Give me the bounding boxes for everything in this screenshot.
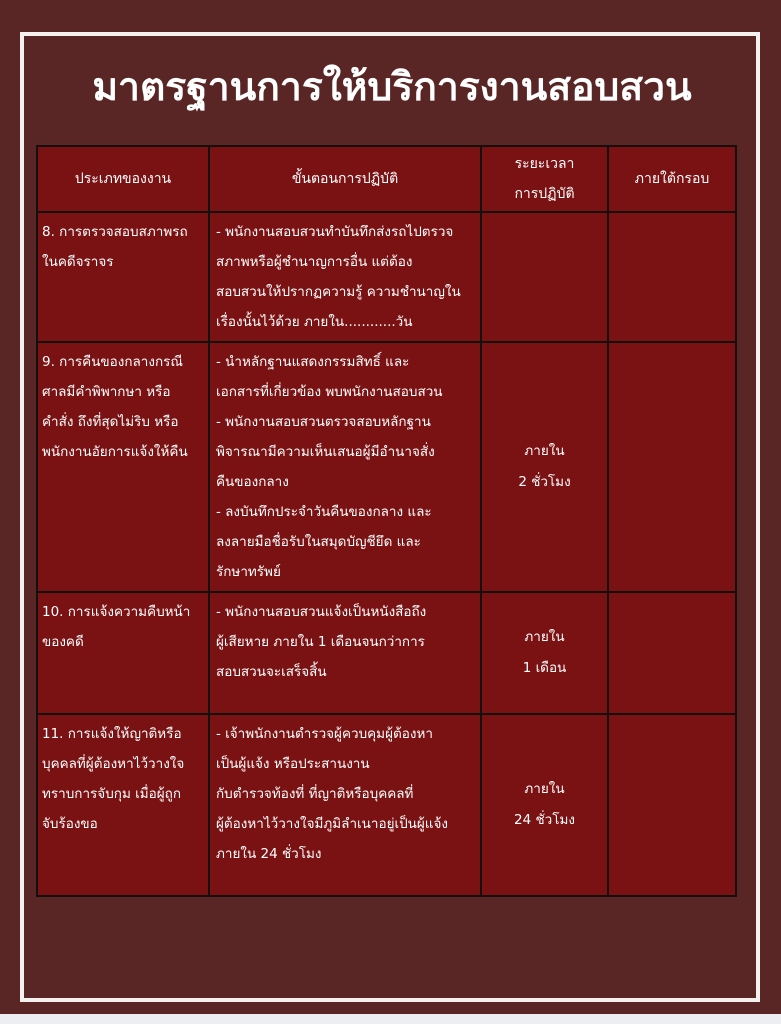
procedure-line: พิจารณามีความเห็นเสนอผู้มีอำนาจสั่ง: [216, 444, 435, 460]
work-type-line: 10. การแจ้งความคืบหน้า: [42, 604, 191, 620]
procedure-line: รักษาทรัพย์: [216, 564, 281, 580]
procedure-line: ผู้เสียหาย ภายใน 1 เดือนจนกว่าการ: [216, 634, 425, 650]
work-type-line: ศาลมีคำพิพากษา หรือ: [42, 384, 171, 400]
duration-line: ภายใน: [524, 629, 565, 645]
work-type-cell: [37, 212, 209, 342]
header-duration-line1: ระยะเวลา: [514, 156, 575, 172]
duration-line: 1 เดือน: [522, 660, 567, 676]
work-type-line: ทราบการจับกุม เมื่อผู้ถูก: [42, 786, 182, 802]
duration-cell: [481, 342, 608, 592]
duration-line: ภายใน: [524, 443, 565, 459]
duration-cell: [481, 212, 608, 342]
table-row: [37, 342, 736, 592]
work-type-line: บุคคลที่ผู้ต้องหาไว้วางใจ: [42, 756, 185, 772]
work-type-cell: [37, 342, 209, 592]
work-type-cell: [37, 714, 209, 896]
work-type-line: ในคดีจราจร: [42, 254, 114, 270]
procedure-line: กับตำรวจท้องที่ ที่ญาติหรือบุคคลที่: [216, 786, 414, 802]
work-type-line: พนักงานอัยการแจ้งให้คืน: [42, 444, 188, 460]
procedure-line: สภาพหรือผู้ชำนาญการอื่น แต่ต้อง: [216, 254, 413, 270]
work-type-line: 8. การตรวจสอบสภาพรถ: [42, 224, 188, 240]
procedure-line: เป็นผู้แจ้ง หรือประสานงาน: [216, 756, 370, 772]
header-duration-line2: การปฏิบัติ: [514, 186, 575, 202]
framework-cell: [608, 342, 736, 592]
page-title: มาตรฐานการให้บริการงานสอบสวน: [92, 65, 692, 110]
procedure-line: - พนักงานสอบสวนแจ้งเป็นหนังสือถึง: [216, 604, 427, 620]
procedure-line: - พนักงานสอบสวนตรวจสอบหลักฐาน: [216, 414, 431, 430]
procedure-line: ลงลายมือชื่อรับในสมุดบัญชียึด และ: [216, 534, 421, 550]
header-framework: ภายใต้กรอบ: [608, 146, 736, 212]
procedure-line: สอบสวนให้ปรากฏความรู้ ความชำนาญใน: [216, 284, 461, 300]
procedure-line: เอกสารที่เกี่ยวข้อง พบพนักงานสอบสวน: [216, 384, 443, 400]
table-row: [37, 212, 736, 342]
work-type-line: ของคดี: [42, 634, 84, 650]
table-row: [37, 592, 736, 714]
procedure-line: เรื่องนั้นไว้ด้วย ภายใน............วัน: [216, 314, 413, 330]
duration-cell: [481, 592, 608, 714]
framework-cell: [608, 212, 736, 342]
procedure-line: - พนักงานสอบสวนทำบันทึกส่งรถไปตรวจ: [216, 224, 454, 240]
work-type-line: จับร้องขอ: [42, 816, 98, 832]
procedure-line: ภายใน 24 ชั่วโมง: [216, 846, 322, 862]
header-duration: [481, 146, 608, 212]
framework-cell: [608, 714, 736, 896]
procedure-cell: [209, 714, 481, 896]
work-type-line: 9. การคืนของกลางกรณี: [42, 354, 183, 370]
work-type-cell: [37, 592, 209, 714]
work-type-line: 11. การแจ้งให้ญาติหรือ: [42, 726, 182, 742]
procedure-line: - ลงบันทึกประจำวันคืนของกลาง และ: [216, 504, 432, 520]
service-standard-table: [36, 145, 737, 897]
duration-line: 24 ชั่วโมง: [514, 812, 575, 828]
procedure-line: ผู้ต้องหาไว้วางใจมีภูมิลำเนาอยู่เป็นผู้แจ้ง: [216, 816, 448, 832]
duration-cell: [481, 714, 608, 896]
procedure-line: สอบสวนจะเสร็จสิ้น: [216, 664, 327, 680]
work-type-line: คำสั่ง ถึงที่สุดไม่ริบ หรือ: [42, 414, 179, 430]
duration-line: ภายใน: [524, 781, 565, 797]
duration-line: 2 ชั่วโมง: [518, 474, 571, 490]
table-header-row: [37, 146, 736, 212]
procedure-line: คืนของกลาง: [216, 474, 289, 490]
procedure-line: - นำหลักฐานแสดงกรรมสิทธิ์ และ: [216, 354, 410, 370]
header-procedure: ขั้นตอนการปฏิบัติ: [209, 146, 481, 212]
procedure-line: - เจ้าพนักงานตำรวจผู้ควบคุมผู้ต้องหา: [216, 726, 433, 742]
header-work-type: ประเภทของงาน: [37, 146, 209, 212]
table-row: [37, 714, 736, 896]
framework-cell: [608, 592, 736, 714]
procedure-cell: [209, 212, 481, 342]
procedure-cell: [209, 342, 481, 592]
procedure-cell: [209, 592, 481, 714]
